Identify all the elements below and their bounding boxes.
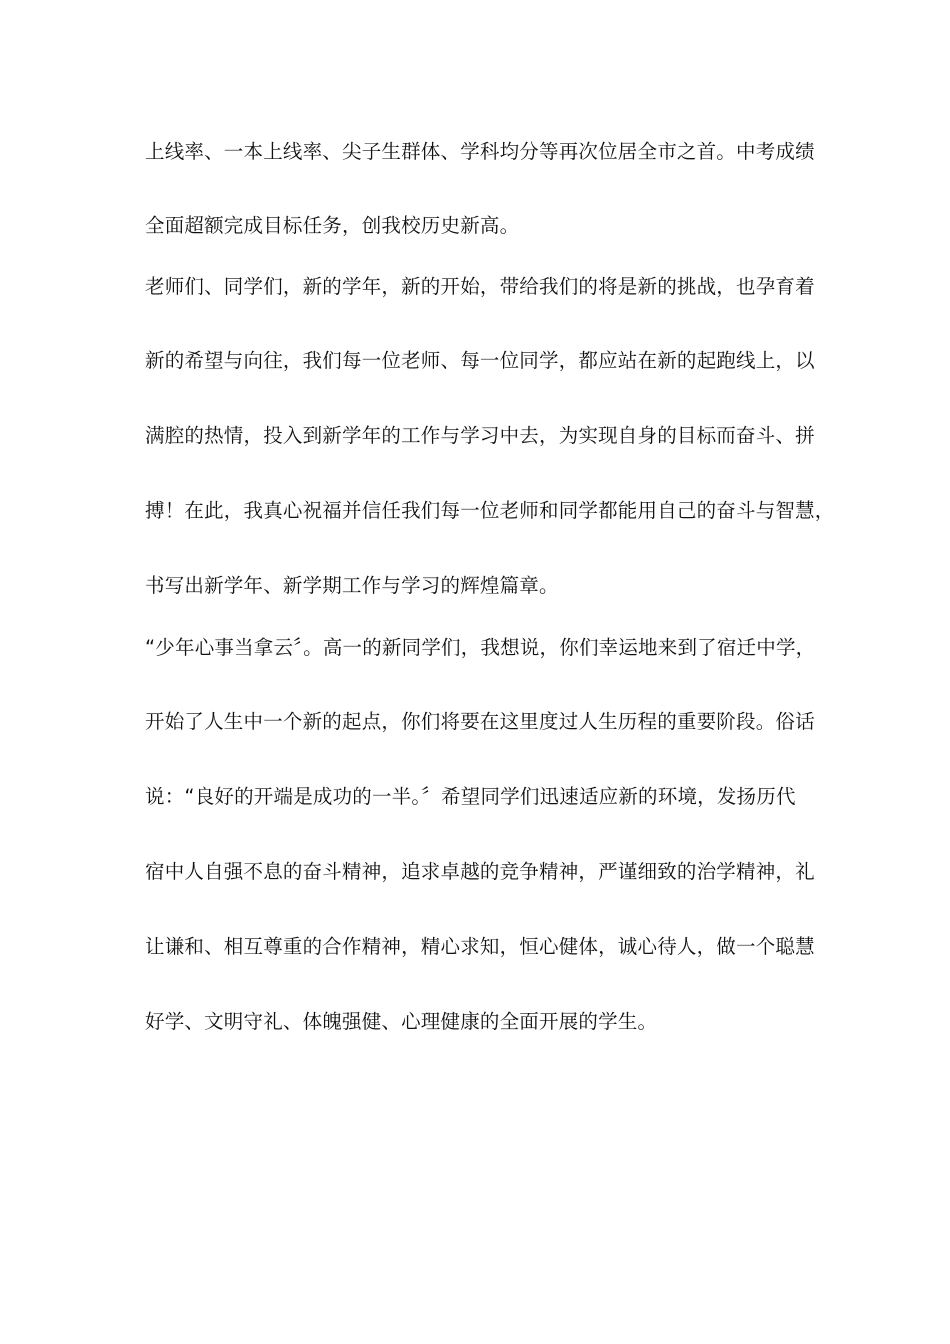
text-line: 老师们、同学们，新的学年，新的开始，带给我们的将是新的挑战，也孕育着 — [145, 275, 815, 298]
text-line: 说：“良好的开端是成功的一半。〞希望同学们迅速适应新的环境，发扬历代 — [145, 785, 796, 808]
text-line: 好学、文明守礼、体魄强健、心理健康的全面开展的学生。 — [145, 1010, 658, 1033]
text-line: 上线率、一本上线率、尖子生群体、学科均分等再次位居全市之首。中考成绩 — [145, 140, 815, 163]
text-line: 新的希望与向往，我们每一位老师、每一位同学，都应站在新的起跑线上，以 — [145, 349, 815, 372]
text-line: 让谦和、相互尊重的合作精神，精心求知，恒心健体，诚心待人，做一个聪慧 — [145, 935, 815, 958]
text-line: “少年心事当拿云〞。高一的新同学们，我想说，你们幸运地来到了宿迁中学， — [145, 636, 816, 659]
text-line: 搏！在此，我真心祝福并信任我们每一位老师和同学都能用自己的奋斗与智慧， — [145, 499, 835, 522]
text-line: 全面超额完成目标任务，创我校历史新高。 — [145, 214, 520, 237]
text-line: 满腔的热情，投入到新学年的工作与学习中去，为实现自身的目标而奋斗、拼 — [145, 424, 815, 447]
text-line: 开始了人生中一个新的起点，你们将要在这里度过人生历程的重要阶段。俗话 — [145, 710, 815, 733]
text-line: 书写出新学年、新学期工作与学习的辉煌篇章。 — [145, 574, 559, 597]
text-line: 宿中人自强不息的奋斗精神，追求卓越的竞争精神，严谨细致的治学精神，礼 — [145, 860, 815, 883]
